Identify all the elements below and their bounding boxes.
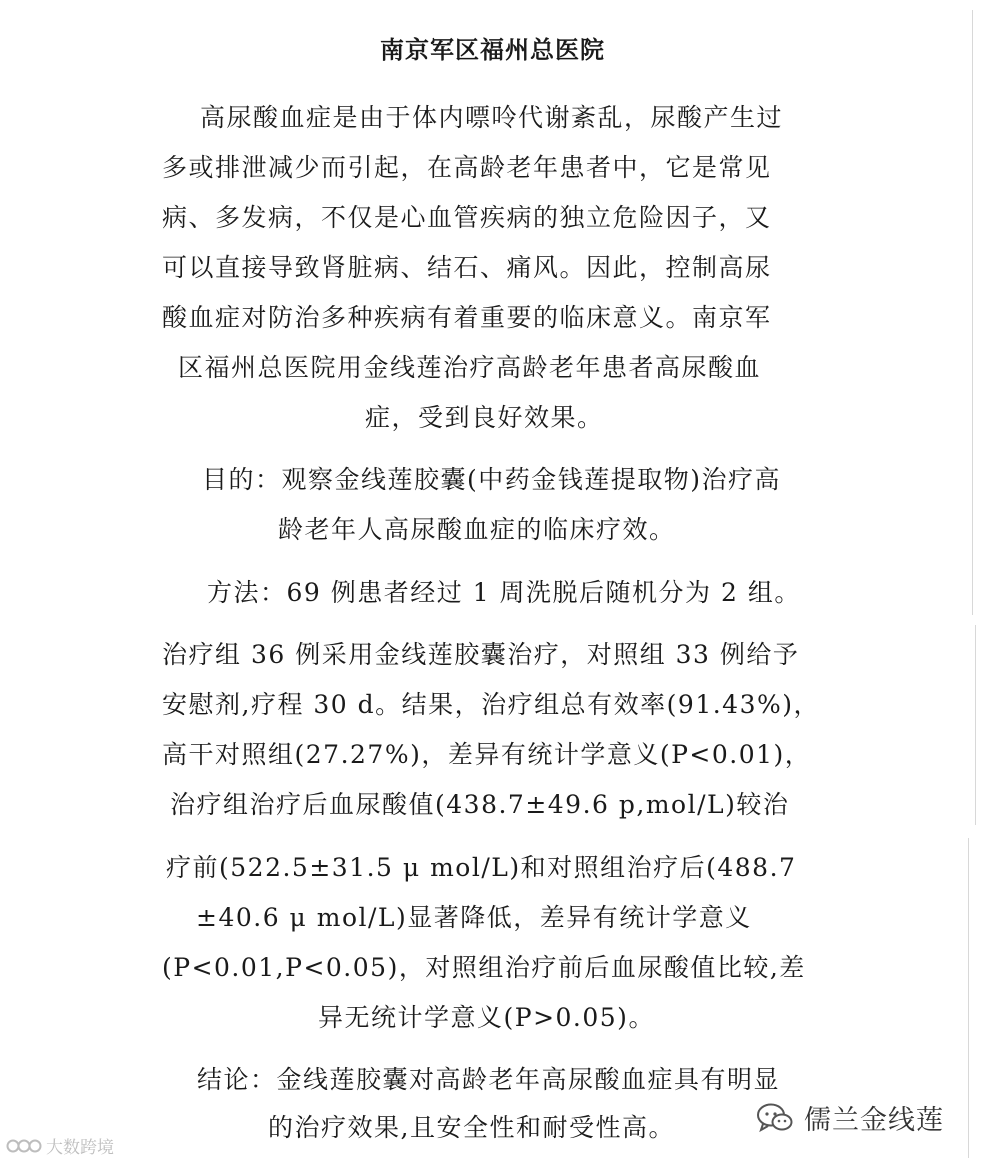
intro-line: 酸血症对防治多种疾病有着重要的临床意义。南京军 <box>162 303 772 332</box>
frame-line-1 <box>972 10 973 615</box>
results-line: 疗前(522.5±31.5 μ mol/L)和对照组治疗后(488.7 <box>166 853 797 882</box>
intro-line: 症，受到良好效果。 <box>365 403 604 432</box>
intro-line: 可以直接导致肾脏病、结石、痛风。因此，控制高尿 <box>162 253 772 282</box>
results-line: 安慰剂,疗程 30 d。结果，治疗组总有效率(91.43%)， <box>162 690 820 719</box>
results-line: 异无统计学意义(P>0.05)。 <box>318 1003 655 1032</box>
intro-line: 多或排泄减少而引起，在高龄老年患者中，它是常见 <box>162 153 772 182</box>
intro-line: 高尿酸血症是由于体内嘌呤代谢紊乱，尿酸产生过 <box>200 103 784 132</box>
purpose-line: 龄老年人高尿酸血症的临床疗效。 <box>278 515 676 544</box>
conclusion-line: 结论：金线莲胶囊对高龄老年高尿酸血症具有明显 <box>197 1065 781 1094</box>
watermark-right-text: 儒兰金线莲 <box>804 1105 944 1136</box>
results-line: ±40.6 μ mol/L)显著降低，差异有统计学意义 <box>196 903 752 932</box>
conclusion-line: 的治疗效果,且安全性和耐受性高。 <box>268 1113 675 1142</box>
results-line: 治疗组治疗后血尿酸值(438.7±49.6 p,mol/L)较治 <box>170 790 790 819</box>
watermark-left-text: 大数跨境 <box>46 1138 114 1158</box>
intro-line: 病、多发病，不仅是心血管疾病的独立危险因子，又 <box>162 203 772 232</box>
purpose-line: 目的：观察金线莲胶囊(中药金钱莲提取物)治疗高 <box>202 465 782 494</box>
results-line: 治疗组 36 例采用金线莲胶囊治疗，对照组 33 例给予 <box>162 640 800 669</box>
method-line: 方法：69 例患者经过 1 周洗脱后随机分为 2 组。 <box>207 578 801 607</box>
wechat-icon <box>756 1102 794 1134</box>
results-line: 高干对照组(27.27%)，差异有统计学意义(P<0.01)， <box>162 740 812 769</box>
logo-icon <box>6 1137 42 1155</box>
intro-line: 区福州总医院用金线莲治疗高龄老年患者高尿酸血 <box>178 353 762 382</box>
watermark-right <box>756 1098 944 1137</box>
frame-line-3 <box>968 838 969 1158</box>
results-line: (P<0.01,P<0.05)，对照组治疗前后血尿酸值比较,差 <box>162 953 806 982</box>
document-title: 南京军区福州总医院 <box>380 35 605 64</box>
frame-line-2 <box>975 625 976 825</box>
watermark-left <box>6 1133 114 1158</box>
